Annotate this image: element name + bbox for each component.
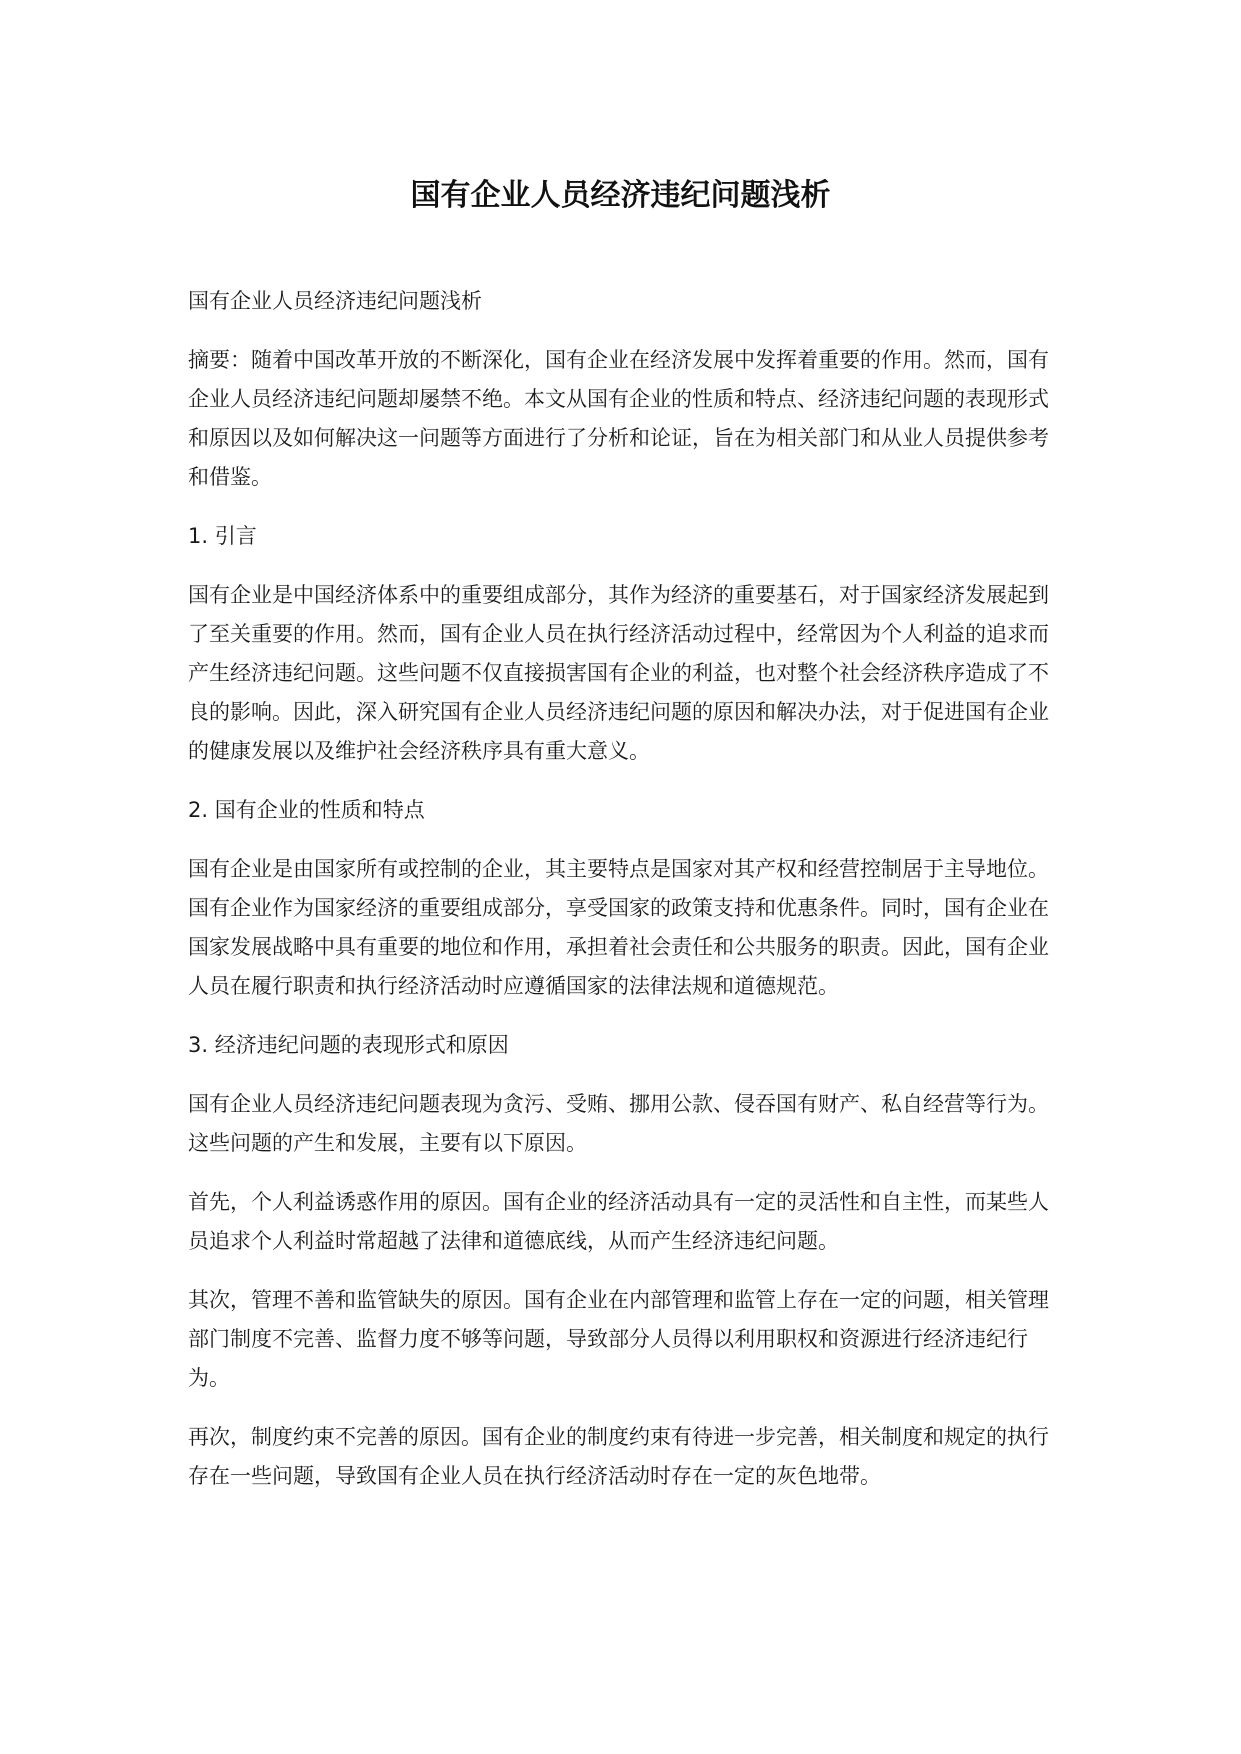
document-body (188, 282, 1068, 1516)
causes-intro-paragraph: 国有企业人员经济违纪问题表现为贪污、受贿、挪用公款、侵吞国有财产、私自经营等行为。这些问题的产生和发展，主要有以下原因。 (188, 1092, 1049, 1155)
section-heading-causes: 3. 经济违纪问题的表现形式和原因 (188, 1033, 509, 1057)
abstract-paragraph: 摘要：随着中国改革开放的不断深化，国有企业在经济发展中发挥着重要的作用。然而，国有企业人员经济违纪问题却屡禁不绝。本文从国有企业的性质和特点、经济违纪问题的表现形式和原因以及如何解决这一问题等方面进行了分析和论证，旨在为相关部门和从业人员提供参考和借鉴。 (188, 348, 1049, 489)
introduction-paragraph: 国有企业是中国经济体系中的重要组成部分，其作为经济的重要基石，对于国家经济发展起到了至关重要的作用。然而，国有企业人员在执行经济活动过程中，经常因为个人利益的追求而产生经济违纪问题。这些问题不仅直接损害国有企业的利益，也对整个社会经济秩序造成了不良的影响。因此，深入研究国有企业人员经济违纪问题的原因和解决办法，对于促进国有企业的健康发展以及维护社会经济秩序具有重大意义。 (188, 583, 1049, 763)
cause-first-paragraph: 首先，个人利益诱惑作用的原因。国有企业的经济活动具有一定的灵活性和自主性，而某些人员追求个人利益时常超越了法律和道德底线，从而产生经济违纪问题。 (188, 1190, 1049, 1253)
document-title: 国有企业人员经济违纪问题浅析 (410, 178, 831, 213)
section-heading-nature: 2. 国有企业的性质和特点 (188, 798, 425, 822)
cause-second-paragraph: 其次，管理不善和监管缺失的原因。国有企业在内部管理和监管上存在一定的问题，相关管理部门制度不完善、监督力度不够等问题，导致部分人员得以利用职权和资源进行经济违纪行为。 (188, 1288, 1049, 1390)
section-heading-introduction: 1. 引言 (188, 524, 257, 548)
nature-paragraph: 国有企业是由国家所有或控制的企业，其主要特点是国家对其产权和经营控制居于主导地位。国有企业作为国家经济的重要组成部分，享受国家的政策支持和优惠条件。同时，国有企业在国家发展战略中具有重要的地位和作用，承担着社会责任和公共服务的职责。因此，国有企业人员在履行职责和执行经济活动时应遵循国家的法律法规和道德规范。 (188, 857, 1049, 998)
subtitle-paragraph: 国有企业人员经济违纪问题浅析 (188, 289, 482, 313)
cause-third-paragraph: 再次，制度约束不完善的原因。国有企业的制度约束有待进一步完善，相关制度和规定的执行存在一些问题，导致国有企业人员在执行经济活动时存在一定的灰色地带。 (188, 1425, 1049, 1488)
